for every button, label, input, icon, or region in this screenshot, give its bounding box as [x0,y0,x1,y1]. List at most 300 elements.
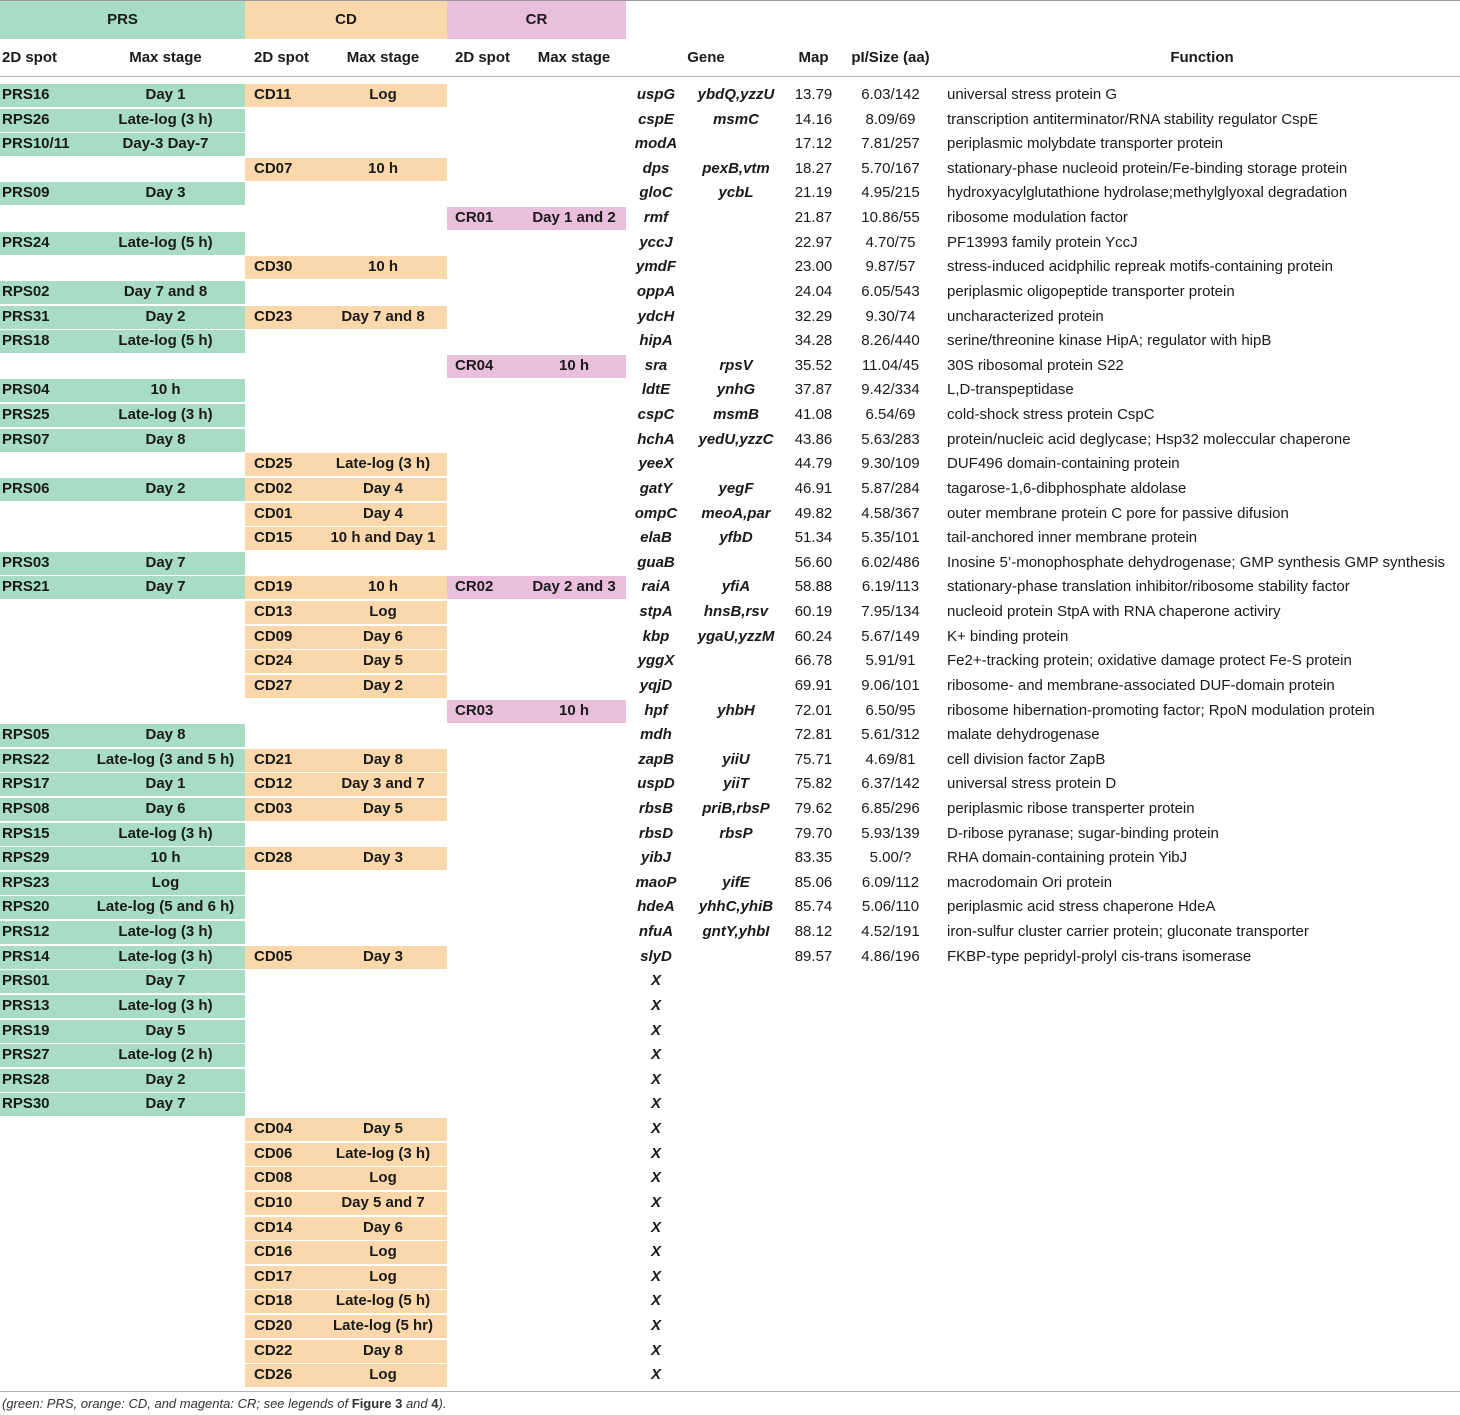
cell-gene-synonym [688,1020,784,1043]
cell-cd-stage: Day 3 [362,948,404,965]
cell-cr-stage [522,256,626,279]
cell-function: protein/nucleic acid deglycase; Hsp32 moleccular chaperone [947,431,1351,448]
cell-prs-spot [0,601,90,624]
cell-cd-stage: Log [369,1169,397,1186]
cell-gene: X [650,972,661,989]
cell-cr-spot [453,946,523,969]
cell-cr-stage [522,626,626,649]
cell-map: 13.79 [794,86,833,103]
cell-prs-spot: RPS26 [2,111,50,128]
cell-cd-spot: CD11 [254,86,292,103]
cell-prs-stage: Late-log (5 h) [118,234,213,251]
cell-gene-synonym: ynhG [716,381,756,398]
cell-gene: yqjD [639,677,673,694]
cell-map: 21.19 [794,184,833,201]
cell-cd-spot: CD16 [254,1243,293,1260]
cell-cd-spot [252,1020,322,1043]
cell-cd-stage: Day 5 [362,1120,404,1137]
cell-cd-spot: CD03 [254,800,293,817]
cell-cr-stage [522,650,626,673]
cell-cr-stage: 10 h [558,702,589,719]
cell-map: 66.78 [794,652,833,669]
cell-prs-spot [0,355,90,378]
cell-pi-size: 7.81/257 [861,135,920,152]
cell-gene-synonym: hnsB,rsv [703,603,769,620]
cell-cr-spot [453,453,523,476]
cell-gene-synonym: yedU,yzzC [698,431,774,448]
cell-gene: X [650,1095,661,1112]
cell-function: cell division factor ZapB [947,751,1106,768]
cell-cd-stage [320,823,446,846]
cell-cr-stage [522,232,626,255]
cell-cd-spot [252,1069,322,1092]
cell-map: 75.71 [794,751,833,768]
cell-cd-stage: Day 4 [362,480,404,497]
cell-prs-stage [86,626,245,649]
cell-cr-stage [522,675,626,698]
cell-map: 43.86 [794,431,833,448]
cell-cr-spot [453,798,523,821]
cell-prs-spot [0,650,90,673]
cell-pi-size: 9.42/334 [861,381,920,398]
cell-gene: ompC [634,505,678,522]
cell-cd-spot: CD01 [254,505,293,522]
cell-map: 89.57 [794,948,833,965]
cell-pi-size: 5.67/149 [861,628,920,645]
cell-gene: hdeA [637,898,675,915]
cell-gene-synonym [688,847,784,870]
cell-prs-spot: PRS31 [2,308,50,325]
cell-gene-synonym [688,1290,784,1313]
cell-cr-spot [453,675,523,698]
cell-cd-spot [252,823,322,846]
cell-cd-stage [320,355,446,378]
cell-function: periplasmic acid stress chaperone HdeA [947,898,1216,915]
cell-cd-stage [320,700,446,723]
footnote-text-2: and [402,1396,432,1411]
cell-cd-stage: Day 4 [362,505,404,522]
cell-pi-size: 6.03/142 [861,86,920,103]
cell-function: 30S ribosomal protein S22 [947,357,1124,374]
cell-prs-spot [0,1241,90,1264]
cell-cr-spot: CR02 [455,578,494,595]
cell-cr-stage [522,478,626,501]
cell-prs-stage: Day 7 [145,578,186,595]
cell-prs-stage: Day-3 Day-7 [122,135,209,152]
cell-prs-spot: RPS05 [2,726,50,743]
cell-prs-stage [86,601,245,624]
cell-cr-spot [453,847,523,870]
cell-prs-stage [86,1290,245,1313]
cell-cd-spot [252,330,322,353]
cell-gene: slyD [640,948,672,965]
cell-gene-synonym [688,1340,784,1363]
cell-map [786,1020,841,1043]
cell-function [945,1069,1460,1092]
header-rule [0,76,1460,77]
cell-cd-spot: CD21 [254,751,293,768]
cell-cd-spot [252,232,322,255]
cell-map: 17.12 [794,135,833,152]
cell-prs-stage: Late-log (2 h) [118,1046,213,1063]
cell-gene-synonym [688,306,784,329]
cell-cd-spot: CD04 [254,1120,293,1137]
cell-prs-spot [0,675,90,698]
cell-map: 56.60 [794,554,833,571]
cell-cd-stage: 10 h [367,160,398,177]
cell-cd-stage: Log [369,603,397,620]
cell-map: 85.06 [794,874,833,891]
cell-cd-spot: CD20 [254,1317,293,1334]
cell-pi-size [841,1315,940,1338]
cell-pi-size: 5.91/91 [865,652,916,669]
cell-cr-stage [522,773,626,796]
cell-cr-stage [522,1266,626,1289]
cell-cd-stage: Late-log (3 h) [335,455,431,472]
cell-pi-size: 4.58/367 [861,505,920,522]
cell-map: 69.91 [794,677,833,694]
cell-gene-synonym [688,995,784,1018]
cell-cr-stage [522,404,626,427]
cell-prs-spot [0,527,90,550]
cell-cd-stage: 10 h [367,258,398,275]
cell-prs-spot: PRS13 [2,997,50,1014]
cell-cr-stage [522,995,626,1018]
header-cd-spot: 2D spot [254,49,310,66]
cell-cd-spot [252,182,322,205]
cell-cd-spot: CD27 [254,677,293,694]
cell-cd-spot: CD22 [254,1342,293,1359]
cell-pi-size [841,1364,940,1387]
cell-gene: X [650,1022,661,1039]
cell-map: 23.00 [794,258,833,275]
cell-cd-stage: Log [369,86,397,103]
cell-gene-synonym: yegF [718,480,754,497]
cell-cd-stage: Day 5 and 7 [341,1194,425,1211]
header-prs-stage: Max stage [129,49,202,66]
cell-cd-stage: 10 h [367,578,398,595]
cell-cr-spot [453,478,523,501]
cell-cr-spot [453,1266,523,1289]
cell-pi-size [841,1340,940,1363]
cell-map [786,1192,841,1215]
cell-prs-spot: PRS22 [2,751,50,768]
cell-gene-synonym [688,281,784,304]
cell-cr-stage [522,946,626,969]
cell-cr-spot [453,1044,523,1067]
cell-cr-stage [522,798,626,821]
cell-gene: X [650,1268,661,1285]
cell-function [945,1093,1460,1116]
cell-prs-spot [0,207,90,230]
cell-gene-synonym [688,1364,784,1387]
cell-cr-spot [453,379,523,402]
group-header-prs: PRS [0,1,245,39]
cell-cd-stage [320,970,446,993]
cell-cr-stage [522,1315,626,1338]
cell-pi-size [841,970,940,993]
cell-pi-size: 6.05/543 [861,283,920,300]
cell-cr-spot [453,429,523,452]
cell-cr-spot [453,823,523,846]
cell-cr-spot [453,330,523,353]
cell-function [945,1266,1460,1289]
cell-pi-size: 8.09/69 [865,111,916,128]
cell-pi-size: 9.06/101 [861,677,920,694]
cell-cr-stage [522,921,626,944]
cell-cd-spot: CD08 [254,1169,293,1186]
cell-pi-size: 5.06/110 [861,898,920,915]
cell-cr-stage [522,1217,626,1240]
cell-prs-spot [0,700,90,723]
cell-prs-stage: Day 2 [145,1071,186,1088]
cell-prs-stage: Day 2 [145,480,186,497]
cell-cd-spot: CD05 [254,948,293,965]
cell-cd-stage: Day 5 [362,800,404,817]
cell-map: 88.12 [794,923,833,940]
cell-prs-spot: PRS03 [2,554,50,571]
cell-cd-stage [320,1020,446,1043]
cell-pi-size [841,1192,940,1215]
cell-prs-stage: Day 1 [145,86,186,103]
cell-cr-spot [453,749,523,772]
cell-pi-size: 6.19/113 [861,578,920,595]
cell-function: tagarose-1,6-dibphosphate aldolase [947,480,1187,497]
cell-pi-size: 6.37/142 [861,775,920,792]
cell-cd-spot: CD24 [254,652,293,669]
cell-cd-spot [252,281,322,304]
cell-cd-spot [252,1044,322,1067]
cell-cd-spot: CD23 [254,308,293,325]
cell-gene: X [650,1243,661,1260]
cell-gene-synonym [688,724,784,747]
cell-cd-stage: Log [369,1366,397,1383]
cell-gene-synonym [688,1118,784,1141]
cell-gene: oppA [636,283,676,300]
cell-function [945,1143,1460,1166]
cell-cr-spot [453,1340,523,1363]
cell-prs-stage [86,1241,245,1264]
cell-cd-stage [320,429,446,452]
cell-cr-spot [453,306,523,329]
cell-cr-spot [453,601,523,624]
cell-cr-stage [522,552,626,575]
cell-cd-spot [252,970,322,993]
cell-cr-stage [522,133,626,156]
cell-function: serine/threonine kinase HipA; regulator with hipB [947,332,1272,349]
cell-pi-size: 4.52/191 [861,923,920,940]
cell-prs-spot: PRS18 [2,332,50,349]
cell-gene-synonym [688,1143,784,1166]
cell-cd-spot [252,355,322,378]
cell-prs-stage: Log [151,874,180,891]
cell-function [945,1241,1460,1264]
cell-cd-stage [320,921,446,944]
cell-prs-spot [0,1340,90,1363]
cell-cr-spot [453,133,523,156]
cell-cr-spot [453,1241,523,1264]
cell-cd-spot: CD12 [254,775,293,792]
cell-cr-spot [453,1217,523,1240]
cell-gene-synonym [688,650,784,673]
cell-map [786,970,841,993]
cell-function [945,1020,1460,1043]
cell-cr-stage [522,281,626,304]
cell-cr-stage [522,1118,626,1141]
cell-gene: ldtE [641,381,671,398]
cell-cd-stage: Late-log (5 h) [335,1292,431,1309]
cell-pi-size: 9.30/74 [865,308,916,325]
cell-gene: X [650,1366,661,1383]
cell-function: periplasmic ribose transperter protein [947,800,1195,817]
cell-map [786,1118,841,1141]
cell-cd-stage [320,232,446,255]
cell-prs-spot [0,503,90,526]
cell-gene-synonym [688,1241,784,1264]
cell-prs-spot: PRS19 [2,1022,50,1039]
cell-gene-synonym [688,970,784,993]
cell-pi-size: 10.86/55 [861,209,920,226]
cell-prs-spot: PRS07 [2,431,50,448]
cell-cd-spot: CD10 [254,1194,293,1211]
cell-gene-synonym [688,453,784,476]
cell-prs-stage: Day 7 and 8 [123,283,208,300]
cell-cr-spot [453,1069,523,1092]
cell-pi-size: 5.87/284 [861,480,920,497]
cell-prs-stage: Day 7 [145,972,186,989]
cell-gene-synonym: yifE [722,874,750,891]
cell-gene: X [650,997,661,1014]
cell-gene: modA [634,135,678,152]
cell-pi-size: 6.50/95 [865,702,916,719]
cell-cd-spot [252,404,322,427]
cell-prs-stage [86,1266,245,1289]
cell-map: 41.08 [794,406,833,423]
cell-cr-stage [522,823,626,846]
cell-gene: ymdF [635,258,676,275]
cell-map [786,1044,841,1067]
cell-pi-size: 4.86/196 [861,948,920,965]
cell-cd-stage [320,109,446,132]
cell-pi-size: 6.54/69 [865,406,916,423]
cell-function: tail-anchored inner membrane protein [947,529,1198,546]
cell-prs-spot [0,158,90,181]
cell-cr-stage [522,724,626,747]
cell-cd-spot [252,896,322,919]
cell-prs-stage [86,256,245,279]
cell-prs-spot: PRS06 [2,480,50,497]
cell-prs-stage [86,1167,245,1190]
cell-prs-spot: RPS30 [2,1095,50,1112]
cell-map: 83.35 [794,849,833,866]
cell-cd-spot [252,133,322,156]
cell-function [945,970,1460,993]
cell-prs-spot: RPS15 [2,825,50,842]
cell-gene-synonym: msmB [713,406,759,423]
group-header-cd: CD [245,1,447,39]
cell-cd-spot [252,552,322,575]
cell-gene-synonym [688,330,784,353]
cell-function: PF13993 family protein YccJ [947,234,1138,251]
cell-cr-spot [453,1143,523,1166]
cell-prs-spot: RPS02 [2,283,50,300]
cell-gene-synonym [688,133,784,156]
cell-gene: yeeX [638,455,674,472]
cell-cd-stage [320,379,446,402]
cell-cd-spot [252,109,322,132]
cell-cr-stage [522,379,626,402]
cell-gene-synonym: gntY,yhbI [702,923,770,940]
cell-cd-stage [320,133,446,156]
cell-cr-spot [453,84,523,107]
cell-map: 21.87 [794,209,833,226]
cell-prs-stage [86,700,245,723]
cell-gene-synonym [688,675,784,698]
cell-cr-spot [453,552,523,575]
cell-gene: gatY [639,480,673,497]
cell-map [786,1167,841,1190]
cell-pi-size [841,1044,940,1067]
cell-cr-spot: CR03 [455,702,494,719]
cell-prs-spot: RPS23 [2,874,50,891]
cell-gene: rmf [643,209,669,226]
cell-gene: uspD [637,775,675,792]
header-map: Map [798,49,829,66]
cell-gene: hpf [644,702,668,719]
cell-prs-stage: 10 h [150,849,181,866]
cell-gene: X [650,1071,661,1088]
cell-function [945,995,1460,1018]
cell-gene: X [650,1046,661,1063]
cell-gene: rbsD [638,825,674,842]
cell-prs-spot [0,1167,90,1190]
cell-gene-synonym: yfbD [719,529,753,546]
cell-map: 79.70 [794,825,833,842]
cell-cd-stage [320,896,446,919]
cell-cd-spot [252,872,322,895]
cell-cr-spot [453,1020,523,1043]
cell-pi-size [841,1143,940,1166]
cell-gene: hchA [637,431,675,448]
cell-prs-stage: Late-log (5 h) [118,332,213,349]
footnote-text-1: (green: PRS, orange: CD, and magenta: CR; see legends of [2,1396,352,1411]
cell-cd-stage: Late-log (3 h) [335,1145,431,1162]
cell-pi-size: 5.61/312 [861,726,920,743]
cell-gene-synonym: meoA,par [701,505,771,522]
cell-cr-spot [453,232,523,255]
cell-gene-synonym [688,1093,784,1116]
cell-pi-size [841,1266,940,1289]
cell-prs-stage [86,207,245,230]
footnote-figure-ref-2: 4 [431,1396,439,1411]
cell-map: 44.79 [794,455,833,472]
cell-prs-stage [86,1192,245,1215]
cell-map: 85.74 [794,898,833,915]
cell-gene: X [650,1145,661,1162]
cell-cd-spot: CD09 [254,628,293,645]
cell-function: ribosome- and membrane-associated DUF-domain protein [947,677,1335,694]
cell-cr-spot [453,872,523,895]
cell-cr-spot [453,921,523,944]
cell-prs-spot [0,1143,90,1166]
header-gene: Gene [687,49,725,66]
cell-cr-spot [453,1118,523,1141]
cell-cr-stage [522,1340,626,1363]
cell-gene: X [650,1120,661,1137]
cell-prs-stage: 10 h [150,381,181,398]
cell-cd-spot: CD02 [254,480,293,497]
cell-function [945,1118,1460,1141]
